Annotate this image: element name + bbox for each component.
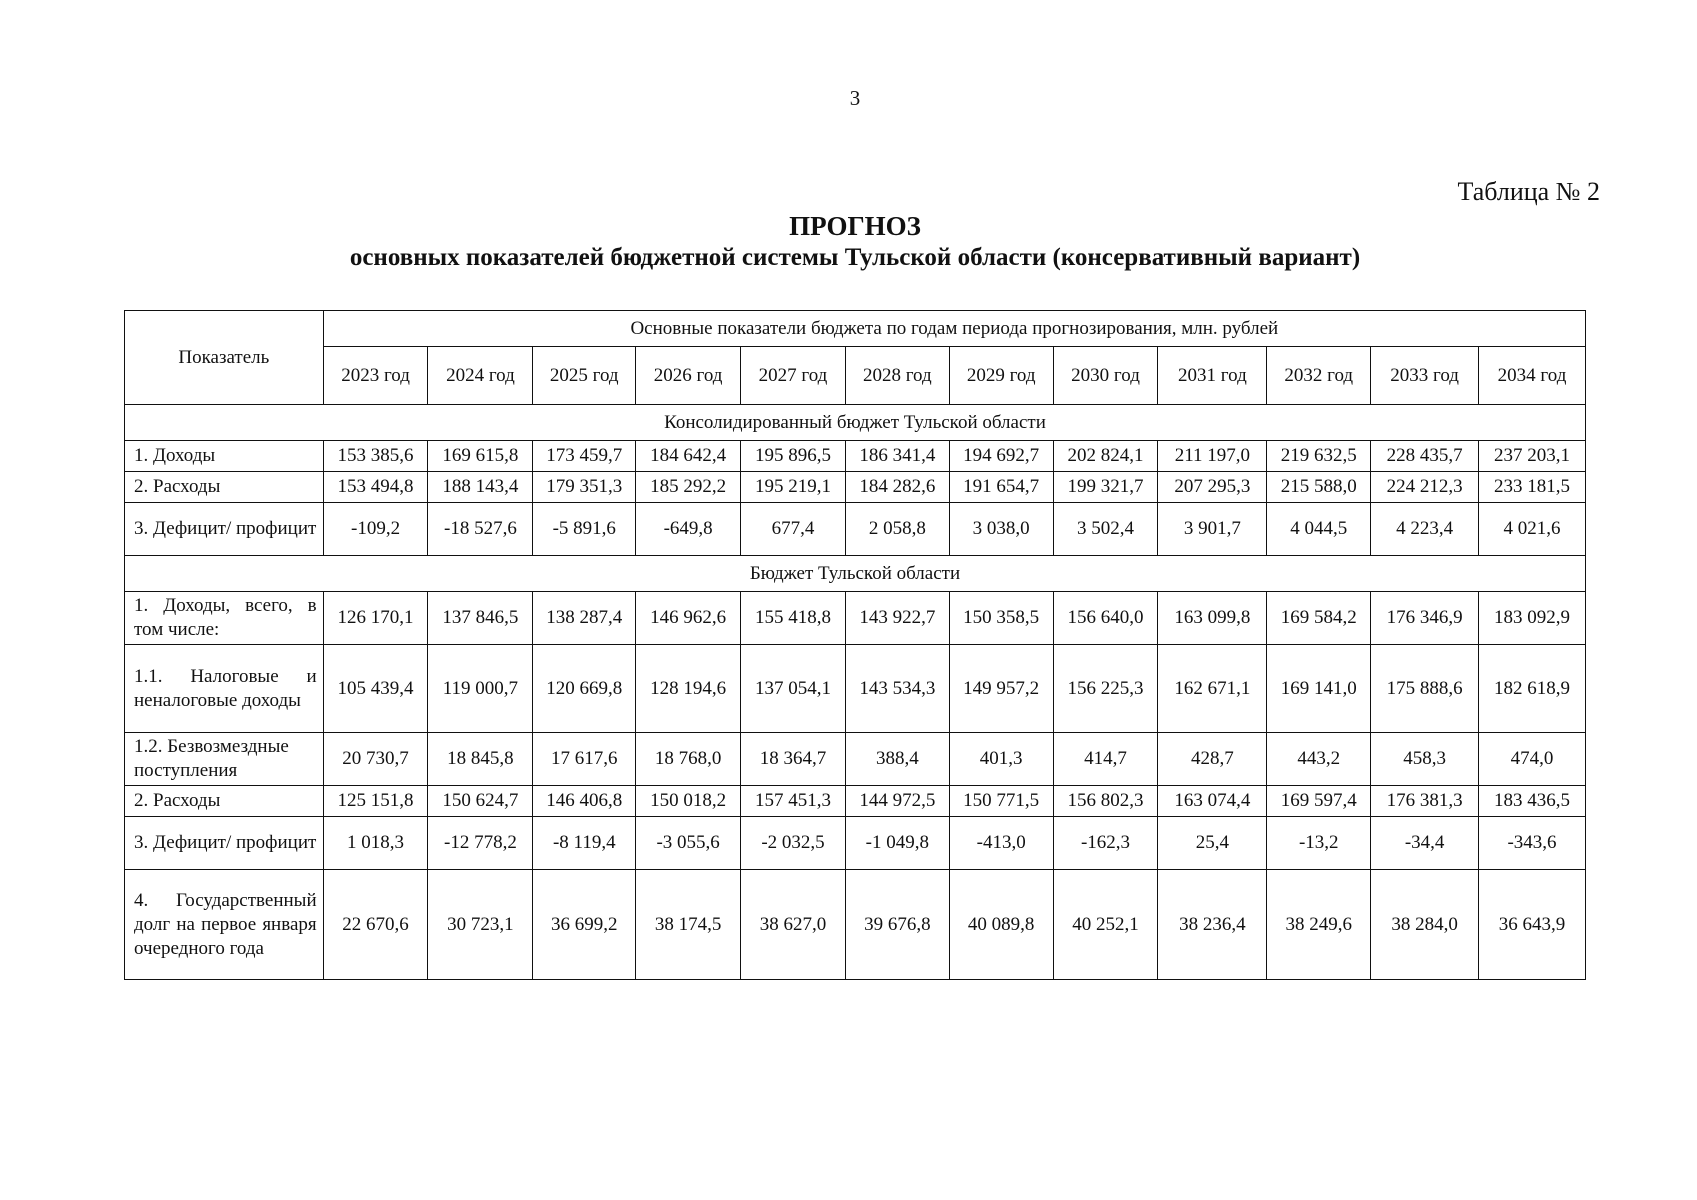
value-cell: 188 143,4 bbox=[428, 472, 533, 503]
value-cell: 36 643,9 bbox=[1479, 870, 1586, 980]
value-cell: 4 021,6 bbox=[1479, 503, 1586, 556]
table-row bbox=[125, 786, 1586, 817]
value-cell: 186 341,4 bbox=[845, 441, 949, 472]
value-cell: 155 418,8 bbox=[741, 592, 846, 645]
value-cell: 137 054,1 bbox=[741, 645, 846, 733]
value-cell: 1 018,3 bbox=[323, 817, 428, 870]
value-cell: 237 203,1 bbox=[1479, 441, 1586, 472]
value-cell: 184 282,6 bbox=[845, 472, 949, 503]
value-cell: 39 676,8 bbox=[845, 870, 949, 980]
value-cell: 169 597,4 bbox=[1267, 786, 1371, 817]
value-cell: 146 962,6 bbox=[636, 592, 741, 645]
value-cell: 4 044,5 bbox=[1267, 503, 1371, 556]
row-label: 4. Государственный долг на первое января очередного года bbox=[125, 870, 324, 980]
value-cell: 184 642,4 bbox=[636, 441, 741, 472]
value-cell: 2 058,8 bbox=[845, 503, 949, 556]
row-label: 1. Доходы, всего, в том числе: bbox=[125, 592, 324, 645]
value-cell: 18 768,0 bbox=[636, 733, 741, 786]
value-cell: 677,4 bbox=[741, 503, 846, 556]
table-row bbox=[125, 472, 1586, 503]
value-cell: 144 972,5 bbox=[845, 786, 949, 817]
year-header: 2024 год bbox=[428, 347, 533, 405]
value-cell: -649,8 bbox=[636, 503, 741, 556]
value-cell: 169 615,8 bbox=[428, 441, 533, 472]
document-title: ПРОГНОЗ bbox=[789, 211, 921, 241]
value-cell: 149 957,2 bbox=[949, 645, 1053, 733]
value-cell: 443,2 bbox=[1267, 733, 1371, 786]
row-label: 2. Расходы bbox=[125, 786, 324, 817]
row-label: 1.1. Налоговые и неналоговые доходы bbox=[125, 645, 324, 733]
value-cell: 143 534,3 bbox=[845, 645, 949, 733]
period-header: Основные показатели бюджета по годам периода прогнозирования, млн. рублей bbox=[323, 311, 1585, 347]
value-cell: 388,4 bbox=[845, 733, 949, 786]
document-subtitle: основных показателей бюджетной системы Тульской области (консервативный вариант) bbox=[349, 244, 1361, 271]
header-row-top bbox=[125, 311, 1586, 347]
year-header: 2032 год bbox=[1267, 347, 1371, 405]
value-cell: 162 671,1 bbox=[1158, 645, 1267, 733]
value-cell: 224 212,3 bbox=[1371, 472, 1479, 503]
value-cell: 153 385,6 bbox=[323, 441, 428, 472]
value-cell: 150 018,2 bbox=[636, 786, 741, 817]
value-cell: 163 074,4 bbox=[1158, 786, 1267, 817]
indicator-header: Показатель bbox=[125, 311, 324, 405]
value-cell: 458,3 bbox=[1371, 733, 1479, 786]
value-cell: 194 692,7 bbox=[949, 441, 1053, 472]
value-cell: 22 670,6 bbox=[323, 870, 428, 980]
value-cell: 18 364,7 bbox=[741, 733, 846, 786]
value-cell: 211 197,0 bbox=[1158, 441, 1267, 472]
value-cell: -1 049,8 bbox=[845, 817, 949, 870]
row-label: 2. Расходы bbox=[125, 472, 324, 503]
year-header: 2028 год bbox=[845, 347, 949, 405]
value-cell: -18 527,6 bbox=[428, 503, 533, 556]
year-header: 2025 год bbox=[533, 347, 636, 405]
value-cell: 105 439,4 bbox=[323, 645, 428, 733]
value-cell: 30 723,1 bbox=[428, 870, 533, 980]
value-cell: 401,3 bbox=[949, 733, 1053, 786]
value-cell: 3 901,7 bbox=[1158, 503, 1267, 556]
table-row bbox=[125, 503, 1586, 556]
year-header: 2031 год bbox=[1158, 347, 1267, 405]
table-row bbox=[125, 817, 1586, 870]
title-block bbox=[124, 210, 1586, 274]
value-cell: 175 888,6 bbox=[1371, 645, 1479, 733]
value-cell: 156 225,3 bbox=[1053, 645, 1158, 733]
value-cell: -413,0 bbox=[949, 817, 1053, 870]
value-cell: 199 321,7 bbox=[1053, 472, 1158, 503]
value-cell: 183 092,9 bbox=[1479, 592, 1586, 645]
page-number: 3 bbox=[849, 86, 861, 110]
value-cell: -3 055,6 bbox=[636, 817, 741, 870]
value-cell: 3 502,4 bbox=[1053, 503, 1158, 556]
section-header-row bbox=[125, 556, 1586, 592]
section-header-row bbox=[125, 405, 1586, 441]
year-header: 2029 год bbox=[949, 347, 1053, 405]
value-cell: 18 845,8 bbox=[428, 733, 533, 786]
row-label: 3. Дефицит/ профицит bbox=[125, 817, 324, 870]
value-cell: 183 436,5 bbox=[1479, 786, 1586, 817]
year-header: 2030 год bbox=[1053, 347, 1158, 405]
value-cell: -13,2 bbox=[1267, 817, 1371, 870]
value-cell: 207 295,3 bbox=[1158, 472, 1267, 503]
year-header: 2034 год bbox=[1479, 347, 1586, 405]
value-cell: 126 170,1 bbox=[323, 592, 428, 645]
year-header: 2033 год bbox=[1371, 347, 1479, 405]
section-title: Бюджет Тульской области bbox=[125, 556, 1586, 592]
value-cell: -5 891,6 bbox=[533, 503, 636, 556]
value-cell: 150 624,7 bbox=[428, 786, 533, 817]
value-cell: 414,7 bbox=[1053, 733, 1158, 786]
value-cell: 169 584,2 bbox=[1267, 592, 1371, 645]
value-cell: 233 181,5 bbox=[1479, 472, 1586, 503]
row-label: 1.2. Безвозмездные поступления bbox=[125, 733, 324, 786]
value-cell: 40 089,8 bbox=[949, 870, 1053, 980]
value-cell: 38 236,4 bbox=[1158, 870, 1267, 980]
value-cell: 163 099,8 bbox=[1158, 592, 1267, 645]
year-header: 2026 год bbox=[636, 347, 741, 405]
value-cell: 173 459,7 bbox=[533, 441, 636, 472]
value-cell: 157 451,3 bbox=[741, 786, 846, 817]
year-header: 2027 год bbox=[741, 347, 846, 405]
section-title: Консолидированный бюджет Тульской области bbox=[125, 405, 1586, 441]
table-row bbox=[125, 645, 1586, 733]
value-cell: 195 219,1 bbox=[741, 472, 846, 503]
value-cell: 176 381,3 bbox=[1371, 786, 1479, 817]
header-row-years bbox=[125, 347, 1586, 405]
value-cell: -109,2 bbox=[323, 503, 428, 556]
table-row bbox=[125, 733, 1586, 786]
table-row bbox=[125, 870, 1586, 980]
value-cell: -8 119,4 bbox=[533, 817, 636, 870]
value-cell: 215 588,0 bbox=[1267, 472, 1371, 503]
value-cell: 150 771,5 bbox=[949, 786, 1053, 817]
value-cell: 119 000,7 bbox=[428, 645, 533, 733]
value-cell: 156 802,3 bbox=[1053, 786, 1158, 817]
table-body bbox=[125, 405, 1586, 980]
value-cell: -2 032,5 bbox=[741, 817, 846, 870]
value-cell: 36 699,2 bbox=[533, 870, 636, 980]
value-cell: 3 038,0 bbox=[949, 503, 1053, 556]
value-cell: 179 351,3 bbox=[533, 472, 636, 503]
value-cell: -343,6 bbox=[1479, 817, 1586, 870]
value-cell: 120 669,8 bbox=[533, 645, 636, 733]
value-cell: 228 435,7 bbox=[1371, 441, 1479, 472]
value-cell: 138 287,4 bbox=[533, 592, 636, 645]
value-cell: 17 617,6 bbox=[533, 733, 636, 786]
table-caption: Таблица № 2 bbox=[1457, 177, 1600, 206]
table-row bbox=[125, 441, 1586, 472]
value-cell: 38 249,6 bbox=[1267, 870, 1371, 980]
value-cell: 185 292,2 bbox=[636, 472, 741, 503]
value-cell: 474,0 bbox=[1479, 733, 1586, 786]
value-cell: 40 252,1 bbox=[1053, 870, 1158, 980]
row-label: 1. Доходы bbox=[125, 441, 324, 472]
value-cell: -12 778,2 bbox=[428, 817, 533, 870]
table-row bbox=[125, 592, 1586, 645]
value-cell: 169 141,0 bbox=[1267, 645, 1371, 733]
year-header: 2023 год bbox=[323, 347, 428, 405]
value-cell: 428,7 bbox=[1158, 733, 1267, 786]
value-cell: 128 194,6 bbox=[636, 645, 741, 733]
value-cell: 176 346,9 bbox=[1371, 592, 1479, 645]
value-cell: 25,4 bbox=[1158, 817, 1267, 870]
value-cell: 202 824,1 bbox=[1053, 441, 1158, 472]
budget-forecast-table bbox=[124, 310, 1586, 980]
value-cell: 146 406,8 bbox=[533, 786, 636, 817]
value-cell: 182 618,9 bbox=[1479, 645, 1586, 733]
value-cell: 38 627,0 bbox=[741, 870, 846, 980]
value-cell: 125 151,8 bbox=[323, 786, 428, 817]
value-cell: -34,4 bbox=[1371, 817, 1479, 870]
value-cell: 191 654,7 bbox=[949, 472, 1053, 503]
row-label: 3. Дефицит/ профицит bbox=[125, 503, 324, 556]
value-cell: 156 640,0 bbox=[1053, 592, 1158, 645]
value-cell: 38 174,5 bbox=[636, 870, 741, 980]
value-cell: 143 922,7 bbox=[845, 592, 949, 645]
value-cell: 150 358,5 bbox=[949, 592, 1053, 645]
value-cell: 219 632,5 bbox=[1267, 441, 1371, 472]
value-cell: 20 730,7 bbox=[323, 733, 428, 786]
value-cell: 153 494,8 bbox=[323, 472, 428, 503]
value-cell: 195 896,5 bbox=[741, 441, 846, 472]
value-cell: 137 846,5 bbox=[428, 592, 533, 645]
value-cell: -162,3 bbox=[1053, 817, 1158, 870]
value-cell: 4 223,4 bbox=[1371, 503, 1479, 556]
value-cell: 38 284,0 bbox=[1371, 870, 1479, 980]
